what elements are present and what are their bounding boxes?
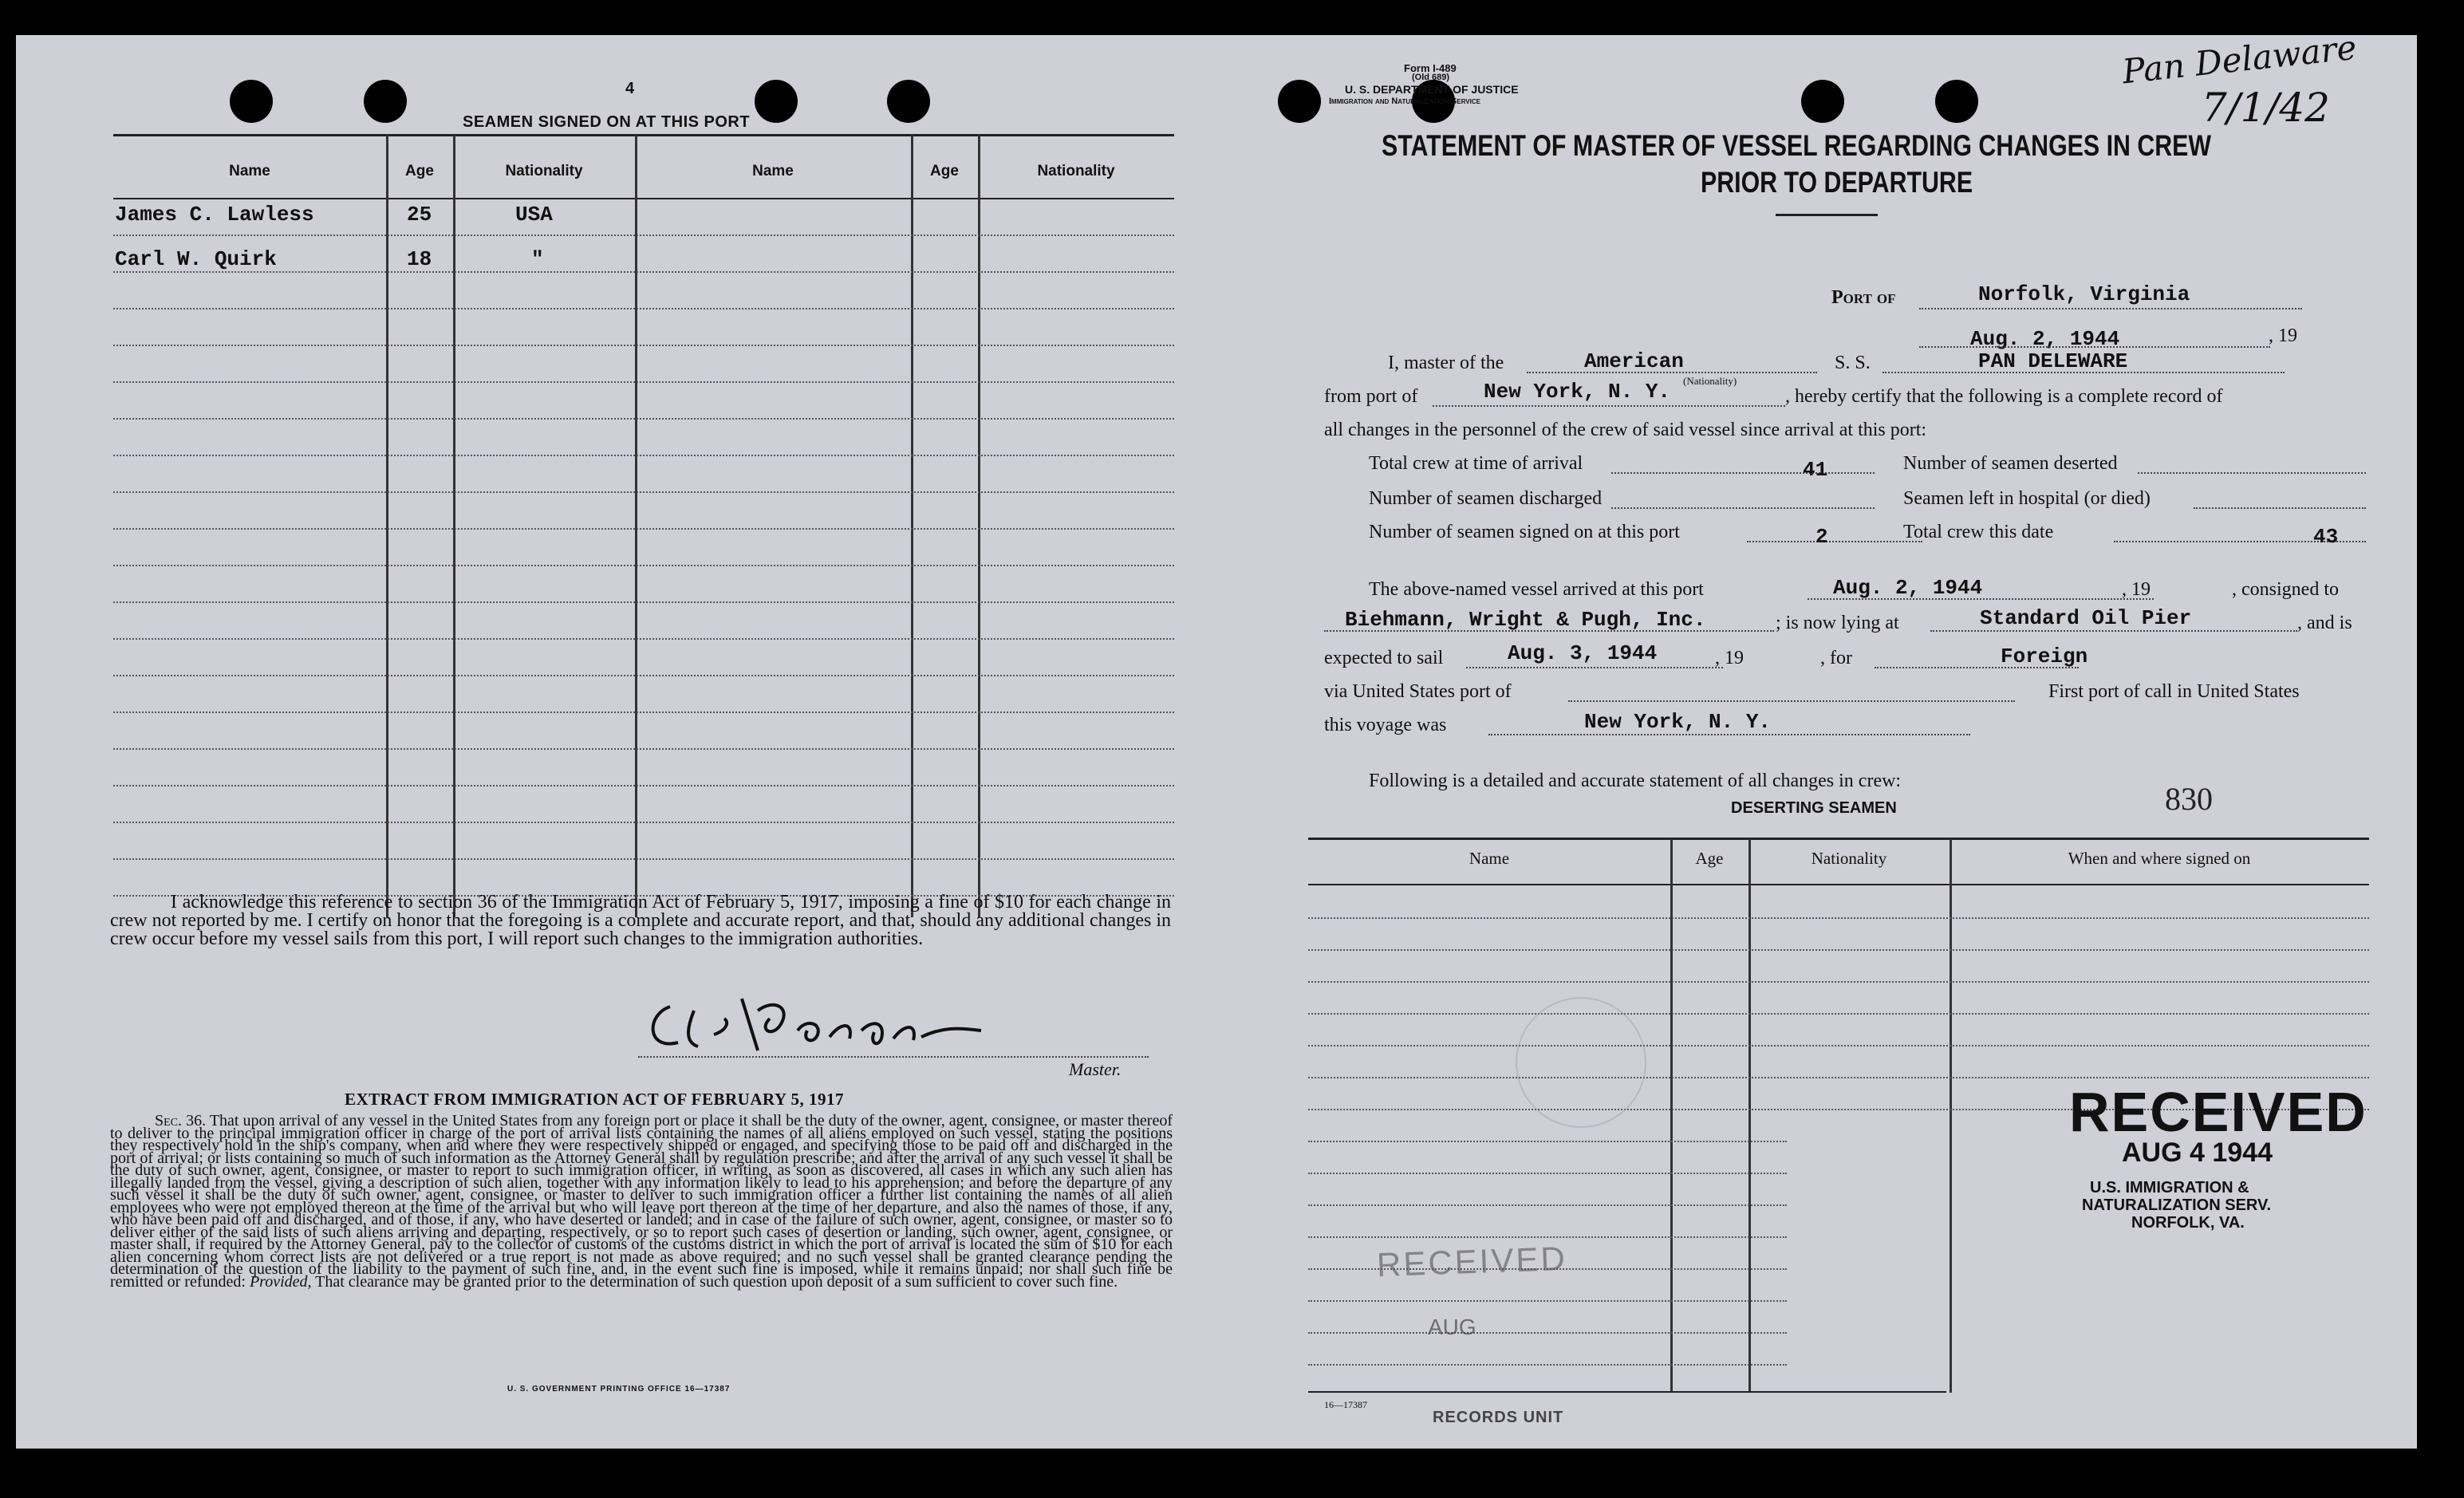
stamp-line3: NORFOLK, VA. <box>2131 1214 2245 1232</box>
stat-label: Total crew at time of arrival <box>1369 453 1583 474</box>
extract-provided: Provided, <box>249 1272 312 1291</box>
department: U. S. DEPARTMENT OF JUSTICE <box>1345 83 1519 96</box>
via-label: via United States port of <box>1324 681 1512 702</box>
col-header-nationality: Nationality <box>505 163 583 179</box>
col-header-age: Age <box>405 163 434 179</box>
table-row-age: 25 <box>407 203 432 227</box>
extract-section-label: Sec. 36. <box>155 1112 207 1129</box>
stat-label: Number of seamen signed on at this port <box>1369 522 1680 542</box>
col-header-age-2: Age <box>930 163 959 179</box>
voyage-value: New York, N. Y. <box>1584 710 1772 734</box>
form-number: Form I-489 <box>1404 62 1457 74</box>
and-is-label: , and is <box>2297 613 2352 633</box>
report-date-suffix: , 19 <box>2269 325 2297 346</box>
col-header-name: Name <box>229 163 270 179</box>
stamp-received-text: RECEIVED <box>2069 1081 2367 1143</box>
faded-circle-stamp <box>1516 997 1646 1128</box>
sail-label: expected to sail <box>1324 648 1444 668</box>
handwritten-vessel-name: Pan Delaware <box>2120 27 2359 92</box>
punch-hole <box>1801 80 1844 123</box>
document-sheet <box>16 27 2417 1449</box>
certify-text: , hereby certify that the following is a complete record of <box>1785 386 2223 407</box>
master-of-label: I, master of the <box>1388 353 1504 373</box>
page-number: 4 <box>625 80 635 97</box>
deserting-col-nationality: Nationality <box>1811 849 1887 868</box>
stat-label: Number of seamen deserted <box>1903 453 2118 474</box>
stat-label: Seamen left in hospital (or died) <box>1903 488 2151 509</box>
from-port-value: New York, N. Y. <box>1484 380 1671 404</box>
handwritten-date: 7/1/42 <box>2202 85 2330 131</box>
section-title: SEAMEN SIGNED ON AT THIS PORT <box>463 113 751 131</box>
following-text: Following is a detailed and accurate statement of all changes in crew: <box>1369 771 1902 791</box>
report-date: Aug. 2, 1944 <box>1970 327 2120 351</box>
arrived-value: Aug. 2, 1944 <box>1833 576 1983 600</box>
punch-hole <box>364 80 407 123</box>
service: Immigration and Naturalization Service <box>1329 97 1481 106</box>
table-row-age: 18 <box>407 247 432 271</box>
deserting-title: DESERTING SEAMEN <box>1731 799 1897 817</box>
sail-year: , 19 <box>1715 648 1744 668</box>
port-of-value: Norfolk, Virginia <box>1978 282 2190 306</box>
form-title-line1: STATEMENT OF MASTER OF VESSEL REGARDING CHANGES IN CREW <box>1382 129 2212 162</box>
arrived-year: , 19 <box>2122 579 2151 600</box>
from-port-label: from port of <box>1324 386 1418 407</box>
stat-label: Total crew this date <box>1903 522 2054 542</box>
form-sub: (Old 689) <box>1412 73 1450 82</box>
form-title-line2: PRIOR TO DEPARTURE <box>1701 166 1973 199</box>
stamp-line2: NATURALIZATION SERV. <box>2082 1196 2272 1214</box>
ss-value: PAN DELEWARE <box>1978 349 2128 373</box>
stat-label: Number of seamen discharged <box>1369 488 1603 509</box>
title-rule <box>1776 214 1878 216</box>
extract-title: EXTRACT FROM IMMIGRATION ACT OF FEBRUARY 5, 1917 <box>345 1090 845 1109</box>
master-signature <box>638 975 1021 1062</box>
deserting-col-name: Name <box>1469 849 1510 868</box>
stat-value: 2 <box>1815 525 1828 549</box>
punch-hole <box>1278 80 1321 123</box>
ss-label: S. S. <box>1835 353 1871 373</box>
stat-value: 41 <box>1803 458 1828 482</box>
printer-line: U. S. GOVERNMENT PRINTING OFFICE 16—17387 <box>507 1385 731 1394</box>
records-unit-stamp: RECORDS UNIT <box>1433 1409 1564 1426</box>
port-of-label: Port of <box>1831 287 1896 308</box>
punch-hole <box>887 80 930 123</box>
faded-received-stamp: RECEIVED <box>1376 1239 1568 1284</box>
col-header-nationality-2: Nationality <box>1037 163 1115 179</box>
voyage-label: this voyage was <box>1324 715 1447 735</box>
for-label: , for <box>1820 648 1852 668</box>
table-row-name: Carl W. Quirk <box>115 247 277 271</box>
arrived-label: The above-named vessel arrived at this port <box>1369 579 1704 600</box>
punch-hole <box>1935 80 1978 123</box>
table-row-nationality: " <box>531 247 544 271</box>
nationality-label: (Nationality) <box>1683 375 1737 387</box>
lying-value: Standard Oil Pier <box>1980 606 2192 630</box>
stamp-date: AUG 4 1944 <box>2122 1137 2273 1168</box>
footer-code: 16—17387 <box>1324 1399 1367 1410</box>
punch-hole <box>230 80 273 123</box>
punch-hole <box>755 80 798 123</box>
signature-underline <box>638 1056 1149 1058</box>
stat-value: 43 <box>2313 525 2339 549</box>
deserting-col-signed-on: When and where signed on <box>2068 849 2251 868</box>
stamp-number: 830 <box>2165 781 2213 817</box>
table-row-nationality: USA <box>515 203 553 227</box>
acknowledgement-text: I acknowledge this reference to section 36 of the Immigration Act of February 5, 1917, imposing a fine of $10 for each change in crew not reported by me. I certify on honor that the foregoing is a complete and accurate report, and that, should any additional changes in crew occur before my vessel sails from this port, I will report such changes to the immigration authorities. <box>110 892 1171 949</box>
extract-text: That upon arrival of any vessel in the United States from any foreign port or place it shall be the duty of the owner, agent, consignee, or master thereof to deliver to the principal immigration officer in charge of the port of arrival lists containing the names of all aliens employed on such vessel, stating the positions they respectively hold in the ship's company, when and where they were respectively shipped or engaged, and specifying those to be paid off and discharged in the port of arrival; or lists containing so much of such information as the Attorney General shall by regulation prescribe; and after the arrival of any such vessel it shall be the duty of such owner, agent, consignee, or master to report to such immigration officer, in writing, as soon as discovered, all cases in which any such alien has illegally landed from the vessel, giving a description of such alien, together with any information likely to lead to his apprehension; and before the departure of any such vessel it shall be the duty of such owner, agent, consignee, or master to deliver to such immigration officer a further list containing the names of all alien employees who were not employed thereon at the time of the arrival but who will leave port thereon at the time of her departure, and also the names of those, if any, who have been paid off and discharged, and of those, if any, who have deserted or landed; and in case of the failure of such owner, agent, consignee, or master so to deliver either of the said lists of such aliens arriving and departing, respectively, or so to report such cases of desertion or landing, such owner, agent, consignee, or master shall, if required by the Attorney General, pay to the collector of customs of the customs district in which the port of arrival is located the sum of $10 for each alien concerning whom correct lists are not delivered or a true report is not made as above required; and no such vessel shall be granted clearance pending the determination of the question of the liability to the payment of such fine, and, in the event such fine is imposed, while it remains unpaid; nor shall such fine be remitted or refunded: <box>110 1112 1173 1291</box>
table-row-name: James C. Lawless <box>115 203 314 227</box>
nationality-value: American <box>1584 349 1684 373</box>
signature-label: Master. <box>1069 1059 1122 1079</box>
deserting-col-age: Age <box>1695 849 1724 868</box>
for-value: Foreign <box>2001 645 2088 668</box>
col-header-name-2: Name <box>752 163 794 179</box>
lying-label: ; is now lying at <box>1776 613 1899 633</box>
all-changes-text: all changes in the personnel of the crew of said vessel since arrival at this port: <box>1324 420 1927 440</box>
consignee-value: Biehmann, Wright & Pugh, Inc. <box>1345 608 1706 632</box>
extract-tail: That clearance may be granted prior to the determination of such question upon deposit of a sum sufficient to cover such fine. <box>315 1272 1118 1291</box>
faded-aug-stamp: AUG <box>1428 1315 1476 1339</box>
stamp-line1: U.S. IMMIGRATION & <box>2090 1179 2249 1196</box>
consigned-label: , consigned to <box>2232 579 2339 600</box>
extract-body <box>110 1112 1173 1291</box>
sail-value: Aug. 3, 1944 <box>1508 641 1658 665</box>
first-port-label: First port of call in United States <box>2048 681 2300 702</box>
